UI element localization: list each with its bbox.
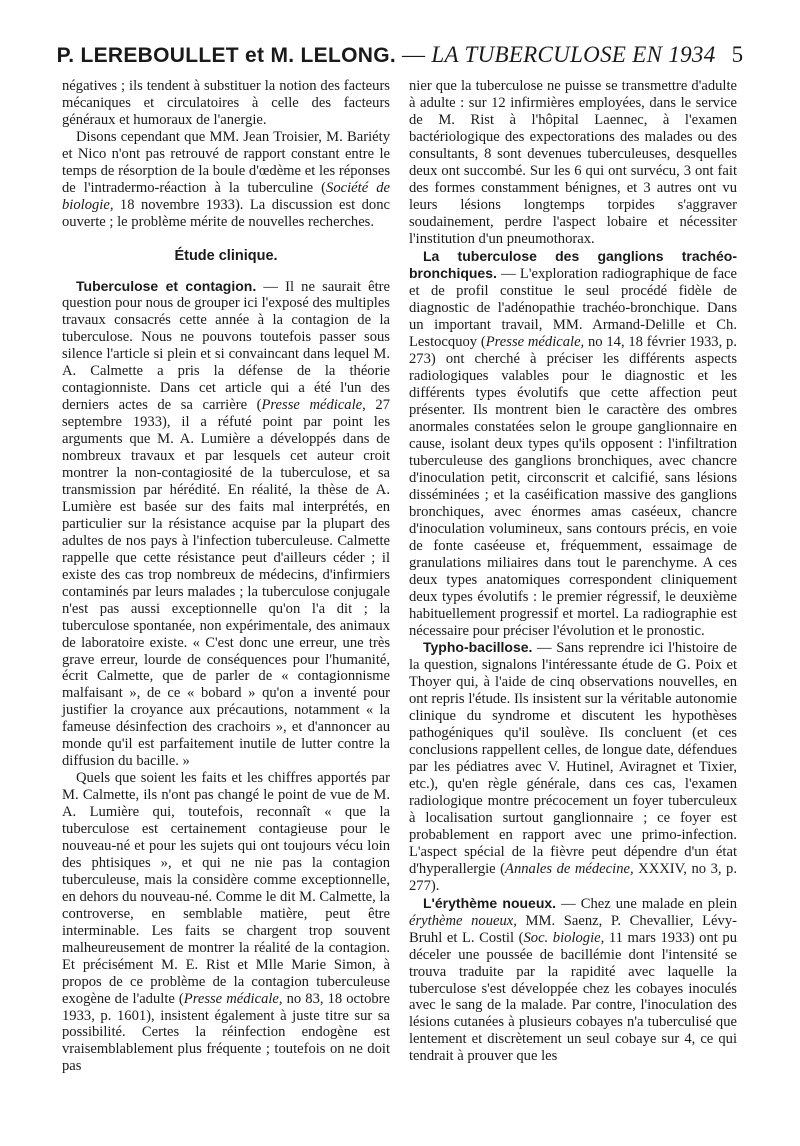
left-column: [62, 78, 390, 1075]
text-run: no 14, 18 février 1933, p. 273) ont cherché à préciser les différents aspects radiologiques valables pour le diagnostic et les différents types évolutifs que cette affection peut présenter. Ils montrent bien le caractère des ombres anormales constatées selon le groupe ganglionnaire en cause, isolant deux types qu'ils opposent : l'infiltration tuberculeuse des ganglions bronchiques, avec chancre d'inoculation petit, circonscrit et calcifié, sans lésions disséminées ; et la caséification massive des ganglions bronchiques, avec énormes amas caséeux, chancre d'inoculation volumineux, sans contours précis, en voie de fonte caséeuse et, fréquemment, essaimage de granulations miliaires dans tout le parenchyme. A ces deux types anatomiques correspondent cliniquement deux types évolutifs : le premier régressif, le deuxième habituellement progressif et mortel. La radiographie est nécessaire pour préciser l'évolution et le pronostic.: [409, 334, 737, 639]
text-run: 27 septembre 1933), il a réfuté point par point les arguments que M. A. Lumière a développés dans de nombreux travaux et par lesquels cet auteur croit montrer la non-contagiosité de la tuberculose, et sa transmission par hérédité. En réalité, la thèse de A. Lumière est basée sur des faits mal interprétés, en particulier sur la résistance acquise par la plupart des adultes de nos pays à l'infection tuberculeuse. Calmette rappelle que cette résistance peut d'ailleurs céder ; il existe des cas trop nombreux de médecins, d'infirmiers contaminés par leurs malades ; la tuberculose conjugale n'est pas aussi exceptionnelle qu'on l'a dit ; la tuberculose spontanée, non expérimentale, des animaux de laboratoire existe. « C'est donc une erreur, une très grave erreur, lourde de conséquences pour l'humanité, écrit Calmette, que de parler de « contagionnisme malfaisant », de ce « bobard » qu'on a inventé pour justifier la croyance aux précautions, notamment « la fameuse désinfection des crachoirs », et d'annoncer au monde qu'il est parfaitement inutile de lutter contre la diffusion du bacille. »: [62, 397, 390, 770]
header-authors: P. LEREBOULLET et M. LELONG.: [56, 44, 396, 67]
citation: Société de biologie,: [62, 179, 390, 213]
paragraph: [62, 278, 390, 771]
run-in-heading: Typho-bacillose.: [423, 639, 533, 656]
text-run: no 83, 18 octobre 1933, p. 1601), insistent également à juste titre sur sa possibilité. Certes la réinfection endogène est vraisemblablement plus fréquente ; toutefois on ne doit pas: [62, 990, 391, 1075]
citation: Presse médicale,: [485, 334, 585, 351]
text-run: Quels que soient les faits et les chiffres apportés par M. Calmette, ils n'ont pas changé le point de vue de M. A. Lumière qui, toutefois, reconnaît « que la tuberculose est certainement contagieuse pour le nouveau-né et pour les sujets qui ont toujours vécu loin des phtisiques », et qui ne nie pas la contagion tuberculeuse, mais la considère comme exceptionnelle, en dehors du nouveau-né. Comme le dit M. Calmette, la controverse, en semblable matière, peut être interminable. Les faits se chargent trop souvent malheureusement de montrer la réalité de la contagion. Et précisément M. E. Rist et Mlle Marie Simon, à propos de ce problème de la contagion tuberculeuse exogène de l'adulte (: [62, 770, 390, 1007]
page-number: 5: [731, 42, 744, 67]
paragraph: [409, 895, 737, 1066]
run-in-heading: Tuberculose et contagion.: [76, 277, 257, 294]
right-column: [409, 78, 737, 1065]
text-run: 18 novembre 1933). La discussion est donc ouverte ; le problème mérite de nouvelles recherches.: [62, 196, 390, 230]
section-heading: Étude clinique.: [174, 247, 278, 264]
citation: Presse médicale,: [261, 397, 366, 414]
text-run: 11 mars 1933) ont pu déceler une poussée de bacillémie dont l'intensité se trouva traduite par la rapidité avec laquelle la tuberculose s'est développée chez les cobayes inoculés avec le sang de la malade. Par contre, l'inoculation des lésions cutanées à plusieurs cobayes n'a tuberculisé que lentement et discrètement un seul cobaye sur 4, ce qui tendrait à prouver que les: [409, 929, 737, 1065]
paragraph: [62, 770, 390, 1075]
text-run: — Sans reprendre ici l'histoire de la question, signalons l'intéressante étude de G. Poix et Thoyer qui, à l'aide de cinq observations nouvelles, en ont repris l'étude. Ils insistent sur la véritable autonomie clinique du syndrome et discutent les hypothèses pathogéniques qu'il soulève. Ils concluent (et ces conclusions rappellent celles, de longue date, défendues par les pédiatres avec V. Hutinel, Aviragnet et Tixier, etc.), qu'en règle générale, dans ces cas, l'examen radiologique montre précocement un foyer tuberculeux à localisation surtout ganglionnaire ; ce foyer est probablement en rapport avec une primo-infection. L'aspect spécial de la fièvre peut dépendre d'un état d'hyperallergie (: [409, 640, 737, 877]
text-run: MM. Saenz, P. Chevallier, Lévy-Bruhl et L. Costil (: [409, 912, 737, 946]
text-run: — L'exploration radiographique de face et de profil constitue le seul procédé fidèle de diagnostic de l'adénopathie trachéo-bronchique. Dans un important travail, MM. Armand-Delille et Ch. Lestocquoy (: [409, 266, 737, 351]
header-dash: —: [402, 42, 426, 67]
text-run: Disons cependant que MM. Jean Troisier, M. Bariéty et Nico n'ont pas retrouvé de rapport constant entre le temps de résorption de la boule d'œdème et les réponses de l'intradermo-réaction à la tuberculine (: [62, 128, 390, 196]
running-header: [0, 42, 800, 69]
run-in-heading: La tuberculose des ganglions trachéo-bronchiques.: [409, 247, 737, 282]
citation: Soc. biologie,: [523, 929, 605, 946]
citation: Presse médicale,: [183, 990, 283, 1007]
run-in-heading: L'érythème noueux.: [423, 894, 557, 911]
text-run: — Il ne saurait être question pour nous de grouper ici l'exposé des multiples travaux consacrés cette année à la contagion de la tuberculose. Nous ne pouvons toutefois passer sous silence l'article si plein et si convaincant dans lequel M. A. Calmette a pris la défense de la théorie contagionniste. Dans cet article qui a été l'un des derniers actes de sa carrière (: [62, 278, 390, 414]
paragraph: [409, 248, 737, 640]
text-run: XXXIV, no 3, p. 277).: [409, 860, 737, 894]
text-run: — Chez une malade en plein: [556, 895, 737, 912]
header-title: LA TUBERCULOSE EN 1934: [431, 42, 716, 67]
paragraph: [62, 129, 390, 231]
paragraph: négatives ; ils tendent à substituer la notion des facteurs mécaniques et circulatoires à celle des facteurs généraux et humoraux de l'anergie.: [62, 78, 390, 128]
paragraph: nier que la tuberculose ne puisse se transmettre d'adulte à adulte : sur 12 infirmières employées, dans le service de M. Rist à l'hôpital Laennec, à l'examen bactériologique des expectorations des malades ou des consultants, 8 sont devenues tuberculeuses, desquelles deux ont succombé. Sur les 6 qui ont survécu, 3 ont fait des formes constamment bénignes, et 3 autres ont vu leurs lésions longtemps torpides s'aggraver soudainement, perdre l'aspect lobaire et nécessiter l'institution d'un pneumothorax.: [409, 78, 737, 247]
citation: Annales de médecine,: [505, 860, 634, 877]
italic-term: érythème noueux,: [409, 912, 517, 929]
paragraph: [409, 639, 737, 894]
